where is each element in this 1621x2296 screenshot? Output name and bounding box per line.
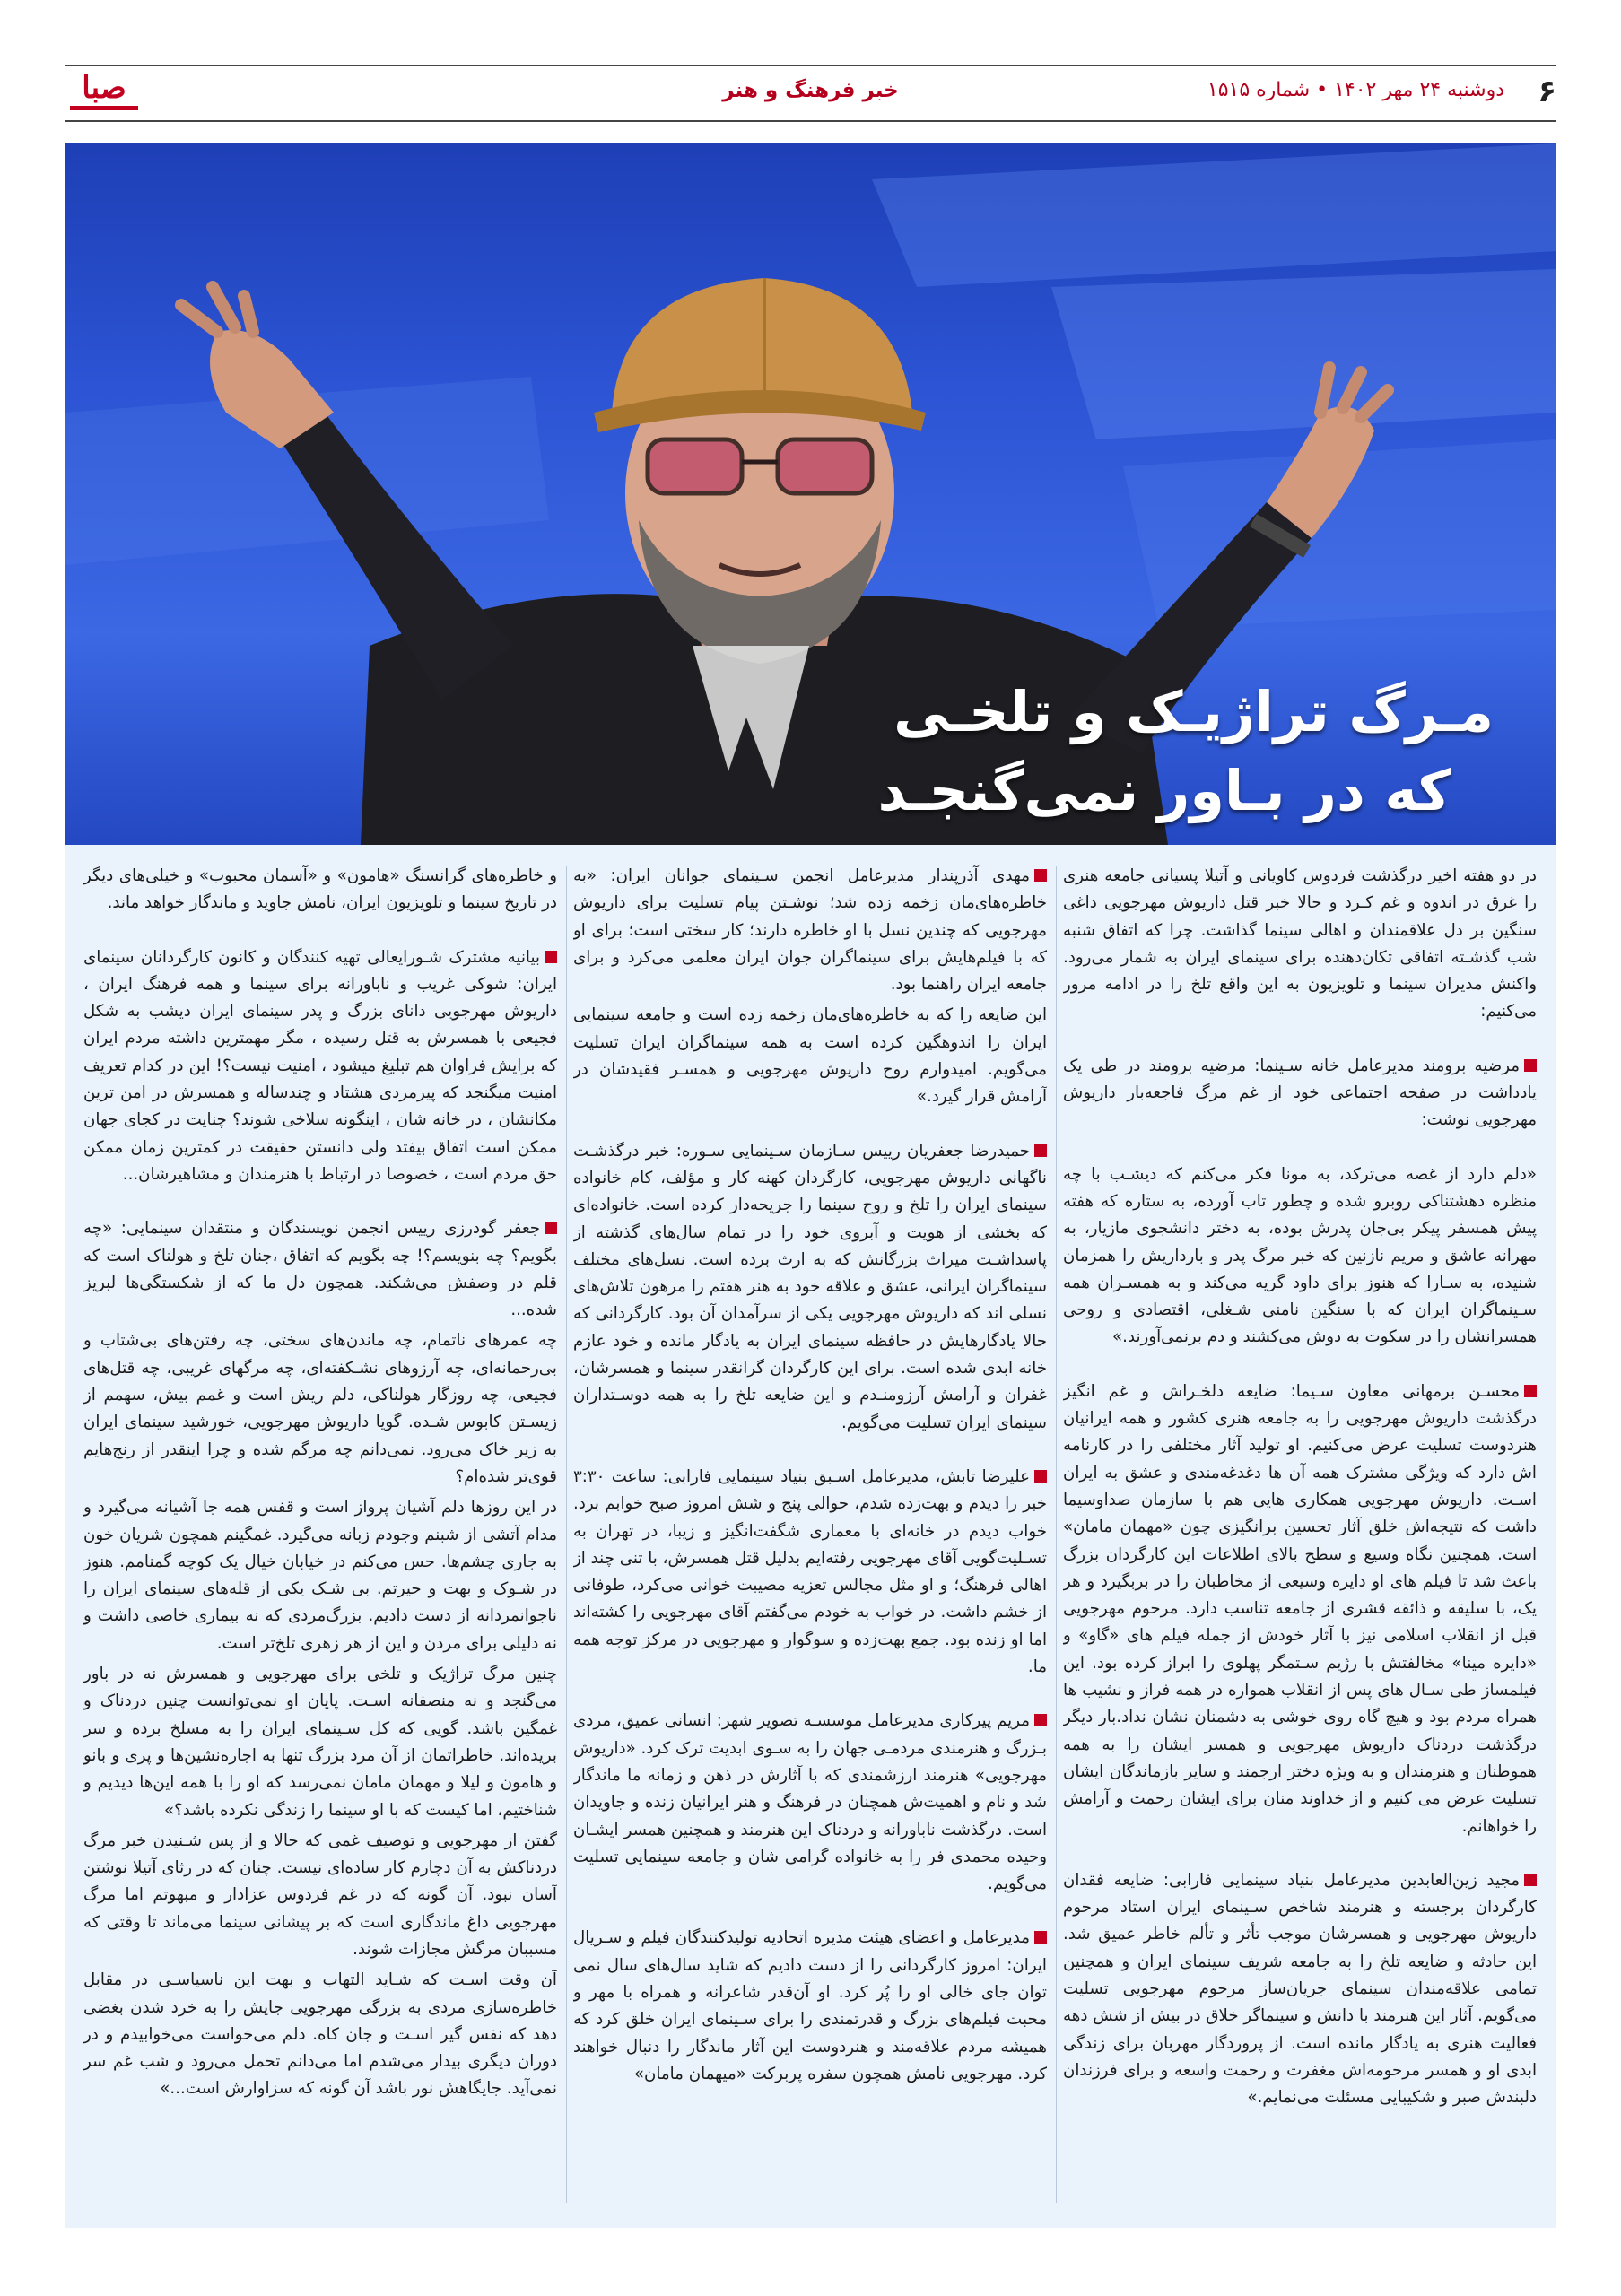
quote-paragraph <box>1063 1053 1537 1135</box>
column-divider <box>566 866 567 2203</box>
page-header <box>65 65 1556 122</box>
article-body <box>65 845 1556 2228</box>
bullet-square-icon <box>1034 1931 1047 1944</box>
logo-underline <box>70 106 138 110</box>
paragraph-text: مرضیه برومند مدیرعامل خانه سـینما: مرضیه برومند در طی یک یادداشت در صفحه اجتماعی خود از غم مرگ فاجعه‌بار داریوش مهرجویی نوشت: <box>1063 1056 1537 1130</box>
bullet-square-icon <box>1034 1144 1047 1157</box>
quote-paragraph <box>573 1708 1047 1898</box>
issue-date-line: دوشنبه ۲۴ مهر ۱۴۰۲ • شماره ۱۵۱۵ <box>1207 79 1504 101</box>
logo-text: صبا <box>82 70 126 106</box>
quote-paragraph <box>83 1215 557 1324</box>
paragraph-text: بیانیه مشترک شـورایعالی تهیه کنندگان و کانون کارگردانان سینمای ایران: شوکی غریب و ناباورانه برای سینما و همه فرهنگ ایران ، داریوش مهرجویی دانای بزرگ و پدر سینمای ایران دیشب به شکل فجیعی با همسرش به قتل رسیده ، مگر مهمترین داشته مردم ایران که برایش فراوان هم تبلیغ میشود ، امنیت نیست؟! این در کدام تعریف امنیت میگنجد که پیرمردی هشتاد و چندساله و همسرش در امن ترین مکانشان ، در خانه شان ، اینگونه سلاخی شوند؟ چنایت در کجای جهان ممکن است اتفاق بیفتد ولی دانستن حقیقت در کمترین زمان ممکن حق مردم است ، خصوصا در ارتباط با هنرمندان و مشاهیرشان... <box>83 947 557 1184</box>
column-2 <box>573 863 1047 2208</box>
section-title: خبر فرهنگ و هنر <box>722 79 899 102</box>
lead-photo <box>65 144 1556 845</box>
quote-paragraph <box>1063 1378 1537 1840</box>
quote-paragraph: این ضایعه را که به خاطره‌های‌مان زخمه زده است و جامعه سینمایی ایران را اندوهگین کرده است به همه سینماگران ایران تسلیت می‌گویم. امیدوارم روح داریوش مهرجویی و همسـر فقیدشان در آرامش قرار گیرد.» <box>573 1005 1047 1107</box>
paragraph-text: محسـن برمهانی معاون سـیما: ضایعه دلخـراش و غم انگیز درگذشت داریوش مهرجویی را به جامعه هنری کشور و همه ایرانیان هنردوست تسلیت عرض می‌کنیم. او تولید آثار مختلفی را در کارنامه اش دارد که ویژگی مشترک همه آن ها دغدغه‌مندی و عشق به ایران اسـت. داریوش مهرجویی همکاری هایی هم با سازمان صداوسیما داشت که نتیجه‌اش خلق آثار تحسین برانگیزی چون «مهمان مامان» است. همچنین نگاه وسیع و سطح بالای اطلاعات این کارگردان بزرگ باعث شد تا فیلم های او دایره وسیعی از مخاطبان را در بربگیرد و هر یک، با سلیقه و ذائقه قشری از جامعه تناسب دارد. مرحوم مهرجویی قبل از انقلاب اسلامی نیز با آثار خودش از جمله فیلم های «گاو» و «دایره مینا» مخالفتش با رژیم سـتمگر پهلوی را ابراز کرده بود. این فیلمساز طی سـال های پس از انقلاب همواره در همه فراز و نشیب ها همراه مردم بود و هیچ گاه روی خوشی به دشمنان نشان نداد.بار دیگر درگذشت دردناک داریوش مهرجویی و همسر ایشان را به همه هموطنان و هنرمندان و به ویژه دختر ارجمند و سایر بازماندگان ایشان تسلیت عرض می کنیم و از خداوند منان برای ایشان رحمت و آرامش را خواهانم. <box>1063 1381 1537 1836</box>
paragraph-text: مجید زین‌العابدین مدیرعامل بنیاد سینمایی فارابی: ضایعه فقدان کارگردان برجسته و هنرمند شاخص سـینمای ایران استاد مرحوم داریوش مهرجویی و همسرشان موجب تأثر و تألم خاطر عمیق شد. این حادثه و ضایعه تلخ را به جامعه شریف سینمای ایران و همچنین تمامی علاقه‌مندان سینمای جریان‌ساز مرحوم مهرجویی تسلیت می‌گویم. آثار این هنرمند با دانش و سینماگر خلاق در بیش از شش دهه فعالیت هنری به یادگار مانده است. از پروردگار مهربان برای زندگی ابدی او و همسر مرحومه‌اش مغفرت و رحمت واسعه و برای فرزندان دلبندش صبر و شکیبایی مسئلت می‌نمایم.» <box>1063 1870 1537 2108</box>
bullet-square-icon <box>1524 1874 1537 1886</box>
column-1 <box>1063 863 1537 2208</box>
headline-line-2: که در بـاور نمی‌گنجـد <box>877 758 1451 823</box>
bullet-square-icon <box>1034 1470 1047 1483</box>
column-divider <box>1056 866 1057 2203</box>
quote-paragraph: گفتن از مهرجویی و توصیف غمی که حالا و از پس شـنیدن خبر مرگ دردناکش به آن دچارم کار ساده‌ای نیست. چنان که در رثای آتیلا نوشتن آسان نبود. آن گونه که در غم فردوس عزادار و مبهوتم اما مرگ مهرجویی داغ ماندگاری است که بر پیشانی سینما می‌ماند تا وقتی که مسببان مرگش مجازات شوند. <box>83 1831 557 1959</box>
column-3 <box>83 863 557 2208</box>
quote-paragraph: چنین مرگ تراژیک و تلخی برای مهرجویی و همسرش نه در باور می‌گنجد و نه منصفانه اسـت. پایان او نمی‌توانست چنین دردناک و غمگین باشد. گویی که کل سـینمای ایران را به مسلخ برده و سر بریده‌اند. خاطراتمان از آن مرد بزرگ تنها به اجاره‌نشین‌ها و پری و بانو و هامون و لیلا و مهمان مامان نمی‌رسد که او را با همه این‌ها دیدیم و شناختیم، اما کیست که با او سینما را زندگی نکرده باشد؟» <box>83 1665 557 1820</box>
bullet-square-icon <box>1524 1385 1537 1397</box>
publication-logo[interactable] <box>68 72 140 113</box>
paragraph-text: علیرضا تابش، مدیرعامل اسـبق بنیاد سینمایی فارابی: ساعت ۳:۳۰ خبر را دیدم و بهت‌زده شدم، حوالی پنج و شش امروز صبح خوابم برد. خواب دیدم در خانه‌ای با معماری شگفت‌انگیز و زیبا، در تهران به تسـلیت‌گویی آقای مهرجویی رفته‌ایم بدلیل قتل همسرش، با تنی چند از اهالی فرهنگ؛ و او مثل مجالس تعزیه مصیبت خوانی می‌کرد، طوفانی از خشم داشت. در خواب به خودم می‌گفتم آقای مهرجویی را کشته‌اند اما او زنده بود. جمع بهت‌زده و سوگوار و مهرجویی در مرکز توجه همه ما. <box>573 1466 1047 1677</box>
page-number: ۶ <box>1538 74 1556 109</box>
quote-paragraph: آن وقت اسـت که شـاید التهاب و بهت این ناسیاسـی در مقابل خاطره‌سازی مردی به بزرگی مهرجویی جایش را به خرد شدن بغضی دهد که نفس گیر اسـت و جان کاه. دلم می‌خواست می‌خوابیدم و در دوران دیگری بیدار می‌شدم اما می‌دانم تحمل می‌رود و شب غم سر نمی‌آید. جایگاهش نور باشد آن گونه که سزاوارش است...» <box>83 1970 557 2099</box>
quote-paragraph <box>1063 1867 1537 2112</box>
paragraph-text: مدیرعامل و اعضای هیئت مدیره اتحادیه تولیدکنندگان فیلم و سـریال ایران: امروز کارگردانی را از دست دادیم که شاید سال‌های سال نمی توان جای خالی او را پُر کرد. او آن‌قدر شاعرانه و همراه با مهر و محبت فیلم‌های بزرگ و قدرتمندی را برای سـینمای ایران خلق کرد که همیشه مردم علاقه‌مند و هنردوست این آثار ماندگار را دنبال خواهند کرد. مهرجویی نامش همچون سفره پربرکت «میهمان مامان» <box>573 1928 1047 2083</box>
quote-paragraph <box>573 1464 1047 1681</box>
quote-paragraph: در این روزها دلم آشیان پرواز است و قفس همه جا آشیانه می‌گیرد و مدام آتشی از شبنم وجودم زبانه می‌گیرد. غمگینم همچون شریان خون به جاری چشم‌ها. حس می‌کنم در خیابان خیال یک کوچه گمنامم. هنوز در شـوک و بهت و حیرتم. بی شـک یکی از قله‌های سینمای ایران را ناجوانمردانه از دست دادیم. بزرگ‌مردی که نه بیماری خاصی داشت و نه دلیلی برای مردن و این از هر زهری تلخ‌تر است. <box>83 1498 557 1653</box>
bullet-square-icon <box>545 951 557 963</box>
paragraph-text: جعفر گودرزی رییس انجمن نویسندگان و منتقدان سینمایی: «چه بگویم؟ چه بنویسم؟! چه بگویم که اتفاق ،جنان تلخ و هولناک است که قلم در وصفش می‌شکند. همچون دل ما که از شکستگی‌ها لبریز شده... <box>83 1219 557 1320</box>
bullet-square-icon <box>1524 1059 1537 1072</box>
quote-paragraph: چه عمرهای ناتمام، چه ماندن‌های سختی، چه رفتن‌های بی‌شتاب و بی‌رحمانه‌ای، چه آرزوهای نشـکفته‌ای، چه مرگهای غریبی، چه قتل‌های فجیعی، چه روزگار هولناکی، دلم ریش است و غمم بیش، سهمم از زیسـتن کابوس شـده. گویا داریوش مهرجویی، خورشید سینمای ایران به زیر خاک می‌رود. نمی‌دانم چه مرگم شده و چرا اینقدر از رنج‌هایم قوی‌تر شده‌ام؟ <box>83 1331 557 1486</box>
bullet-square-icon <box>1034 869 1047 882</box>
intro-paragraph: در دو هفته اخیر درگذشت فردوس کاویانی و آتیلا پسیانی جامعه هنری را غرق در اندوه و غم کـرد و حالا خبر قتل داریوش مهرجویی داغی سنگین بر دل علاقمندان و اهالی سینما گذاشت. چرا که اتفاق شنبه شب گذشـته اتفاقی تکان‌دهنده برای سینمای ایران به شمار می‌رود. واکنش مدیران سینما و تلویزیون به این واقع تلخ را در ادامه مرور می‌کنیم: <box>1063 866 1537 1022</box>
quote-paragraph: و خاطره‌های گرانسنگ «هامون» و «آسمان محبوب» و خیلی‌های دیگر در تاریخ سینما و تلویزیون ایران، نامش جاوید و ماندگار خواهد ماند. <box>83 866 557 913</box>
quote-paragraph <box>83 944 557 1189</box>
paragraph-text: مهدی آذرپندار مدیرعامل انجمن سـینمای جوانان ایران: «به خاطره‌های‌مان زخمه زده شد؛ نوشـتن پیام تسلیت برای داریوش مهرجویی که چندین نسل با او خاطره دارند؛ کار سختی است؛ برای او که با فیلم‌هایش برای سینماگران جوان ایران معلمی می‌کرد و برای جامعه ایران راهنما بود. <box>573 866 1047 995</box>
quote-paragraph <box>573 1138 1047 1437</box>
quote-paragraph <box>573 863 1047 998</box>
quote-paragraph: «دلم دارد از غصه می‌ترکد، به مونا فکر می‌کنم که دیشـب با چه منظره دهشتناکی روبرو شده و چطور تاب آورده، به ستاره که هفته پیش همسفر پیکر بی‌جان پدرش بوده، به دختر دانشجوی مازیار، به مهرانه عاشق و مریم نازنین که خبر مرگ پدر و بارداریش را همزمان شنیده، به سـارا که هنوز برای داود گریه می‌کند و به همسـران همه سـینماگران ایران که با سنگین نامنی شـغلی، اقتصادی و روحی همسرانشان را در سکوت به دوش می‌کشند و دم برنمی‌آورند.» <box>1063 1164 1537 1347</box>
quote-paragraph <box>573 1925 1047 2088</box>
headline-line-1: مـرگ تراژیـک و تلخـی <box>893 679 1494 744</box>
paragraph-text: مریم پیرکاری مدیرعامل موسسـه تصویر شهر: انسانی عمیق، مردی بـزرگ و هنرمندی مردمـی جهان را به سـوی ابدیت ترک کرد. «داریوش مهرجویی» هنرمند ارزشمندی که با آثارش در ذهن و زمانه ما ماندگار شد و نام و اهمیت‌ش همچنان در فرهنگ و هنر ایرانیان زنده و جاویدان است. درگذشت ناباورانه و دردناک این هنرمند و همچنین همسر ایشـان وحیده محمدی فر را به خانواده گرامی شان و جامعه سینمایی تسلیت می‌گویم. <box>573 1711 1047 1894</box>
bullet-square-icon <box>1034 1714 1047 1726</box>
bullet-square-icon <box>545 1222 557 1234</box>
headline <box>877 673 1494 831</box>
paragraph-text: حمیدرضا جعفریان رییس سـازمان سـینمایی سـوره: خبر درگذشـت ناگهانی داریوش مهرجویی، کارگردان کهنه کار و مؤلف، کام خانواده سینمای ایران را تلخ و روح سینما را جریحه‌دار کرده است. خانواده‌ای که بخشی از هویت و آبروی خود را در تمام سال‌های گذشته از پاسداشـت میراث بزرگانش که به ارث برده است. نسل‌های مختلف سینماگران ایرانی، عشق و علاقه خود به هنر هفتم را مرهون تلاش‌های نسلی اند که داریوش مهرجویی یکی از سرآمدان آن بود. کارگردانی که حالا یادگارهایش در حافظه سینمای ایران به یادگار مانده و خود عازم خانه ابدی شده است. برای این کارگردان گرانقدر سینما و همسرشان، غفران و آرامش آرزومنـدم و این ضایعه تلخ را به همه دوسـتداران سینمای ایران تسلیت می‌گویم. <box>573 1141 1047 1432</box>
